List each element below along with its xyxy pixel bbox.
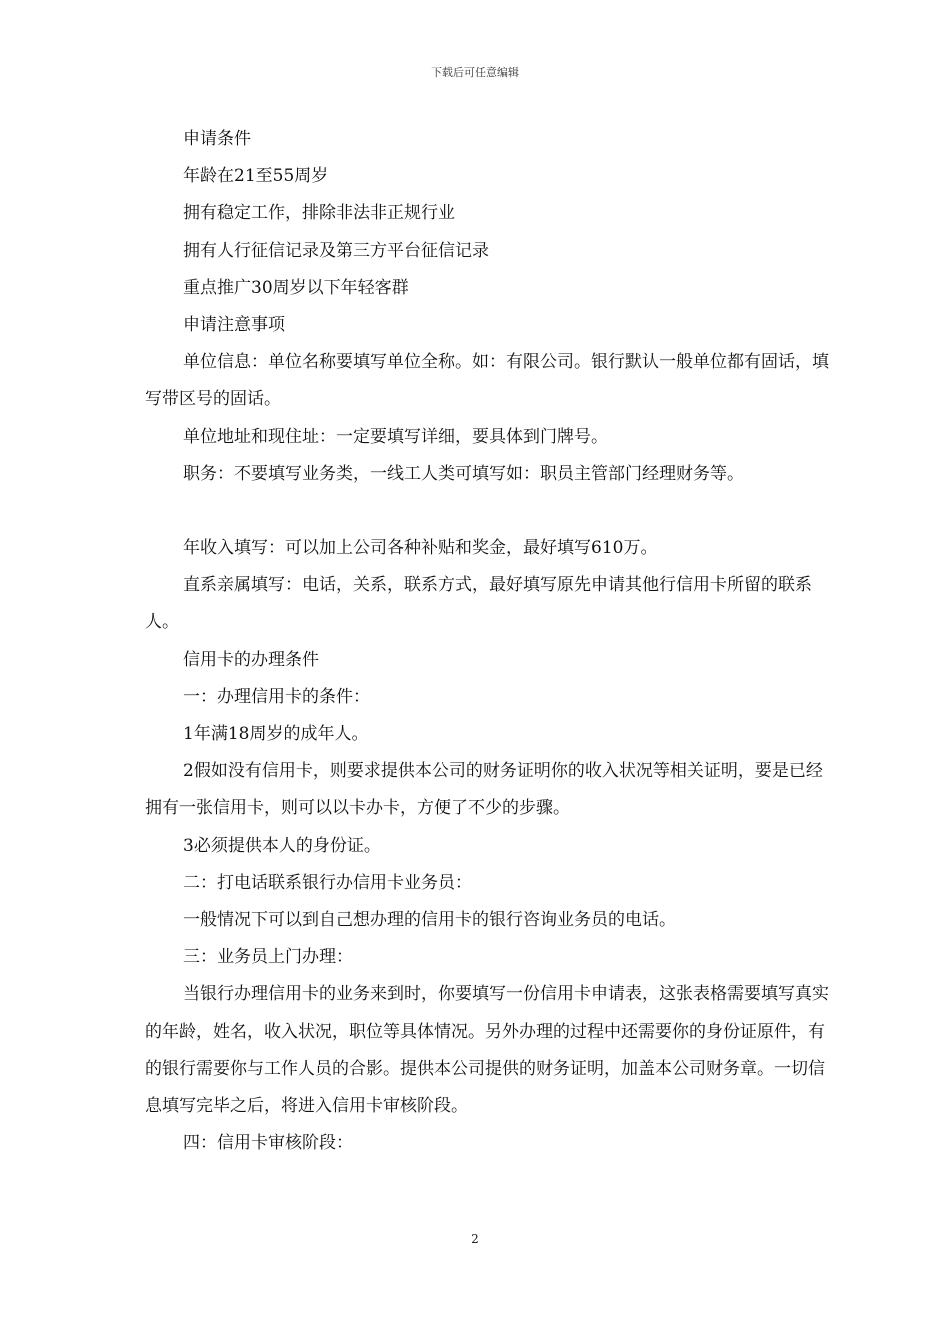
page-number: 2 — [471, 1232, 479, 1246]
paragraph: 职务：不要填写业务类，一线工人类可填写如：职员主管部门经理财务等。 — [183, 463, 744, 484]
paragraph: 直系亲属填写：电话，关系，联系方式，最好填写原先申请其他行信用卡所留的联系人。 — [145, 575, 812, 633]
paragraph: 信用卡的办理条件 — [183, 649, 319, 670]
paragraph: 拥有稳定工作，排除非法非正规行业 — [183, 203, 455, 224]
paragraph: 四：信用卡审核阶段： — [183, 1133, 353, 1154]
paragraph: 2假如没有信用卡，则要求提供本公司的财务证明你的收入状况等相关证明，要是已经拥有一张信用卡，则可以以卡办卡，方便了不少的步骤。 — [145, 761, 823, 819]
paragraph: 单位地址和现住址：一定要填写详细，要具体到门牌号。 — [183, 426, 608, 447]
paragraph: 年龄在21至55周岁 — [183, 166, 329, 187]
document-body — [145, 121, 835, 1162]
paragraph: 3必须提供本人的身份证。 — [183, 835, 381, 856]
paragraph: 一：办理信用卡的条件： — [183, 686, 370, 707]
paragraph: 单位信息：单位名称要填写单位全称。如：有限公司。银行默认一般单位都有固话，填写带区号的固话。 — [145, 352, 829, 410]
blank-line — [145, 493, 835, 530]
paragraph: 三：业务员上门办理： — [183, 947, 353, 968]
paragraph: 年收入填写：可以加上公司各种补贴和奖金，最好填写610万。 — [183, 538, 658, 559]
paragraph: 1年满18周岁的成年人。 — [183, 724, 369, 745]
paragraph: 重点推广30周岁以下年轻客群 — [183, 277, 409, 298]
paragraph: 申请注意事项 — [183, 315, 285, 336]
paragraph: 二：打电话联系银行办信用卡业务员： — [183, 872, 472, 893]
page-header: 下载后可任意编辑 — [431, 66, 519, 79]
paragraph: 拥有人行征信记录及第三方平台征信记录 — [183, 240, 489, 261]
paragraph: 一般情况下可以到自己想办理的信用卡的银行咨询业务员的电话。 — [183, 910, 676, 931]
paragraph: 当银行办理信用卡的业务来到时，你要填写一份信用卡申请表，这张表格需要填写真实的年龄，姓名，收入状况，职位等具体情况。另外办理的过程中还需要你的身份证原件，有的银行需要你与工作人员的合影。提供本公司提供的财务证明，加盖本公司财务章。一切信息填写完毕之后，将进入信用卡审核阶段。 — [145, 984, 829, 1117]
paragraph: 申请条件 — [183, 129, 251, 149]
